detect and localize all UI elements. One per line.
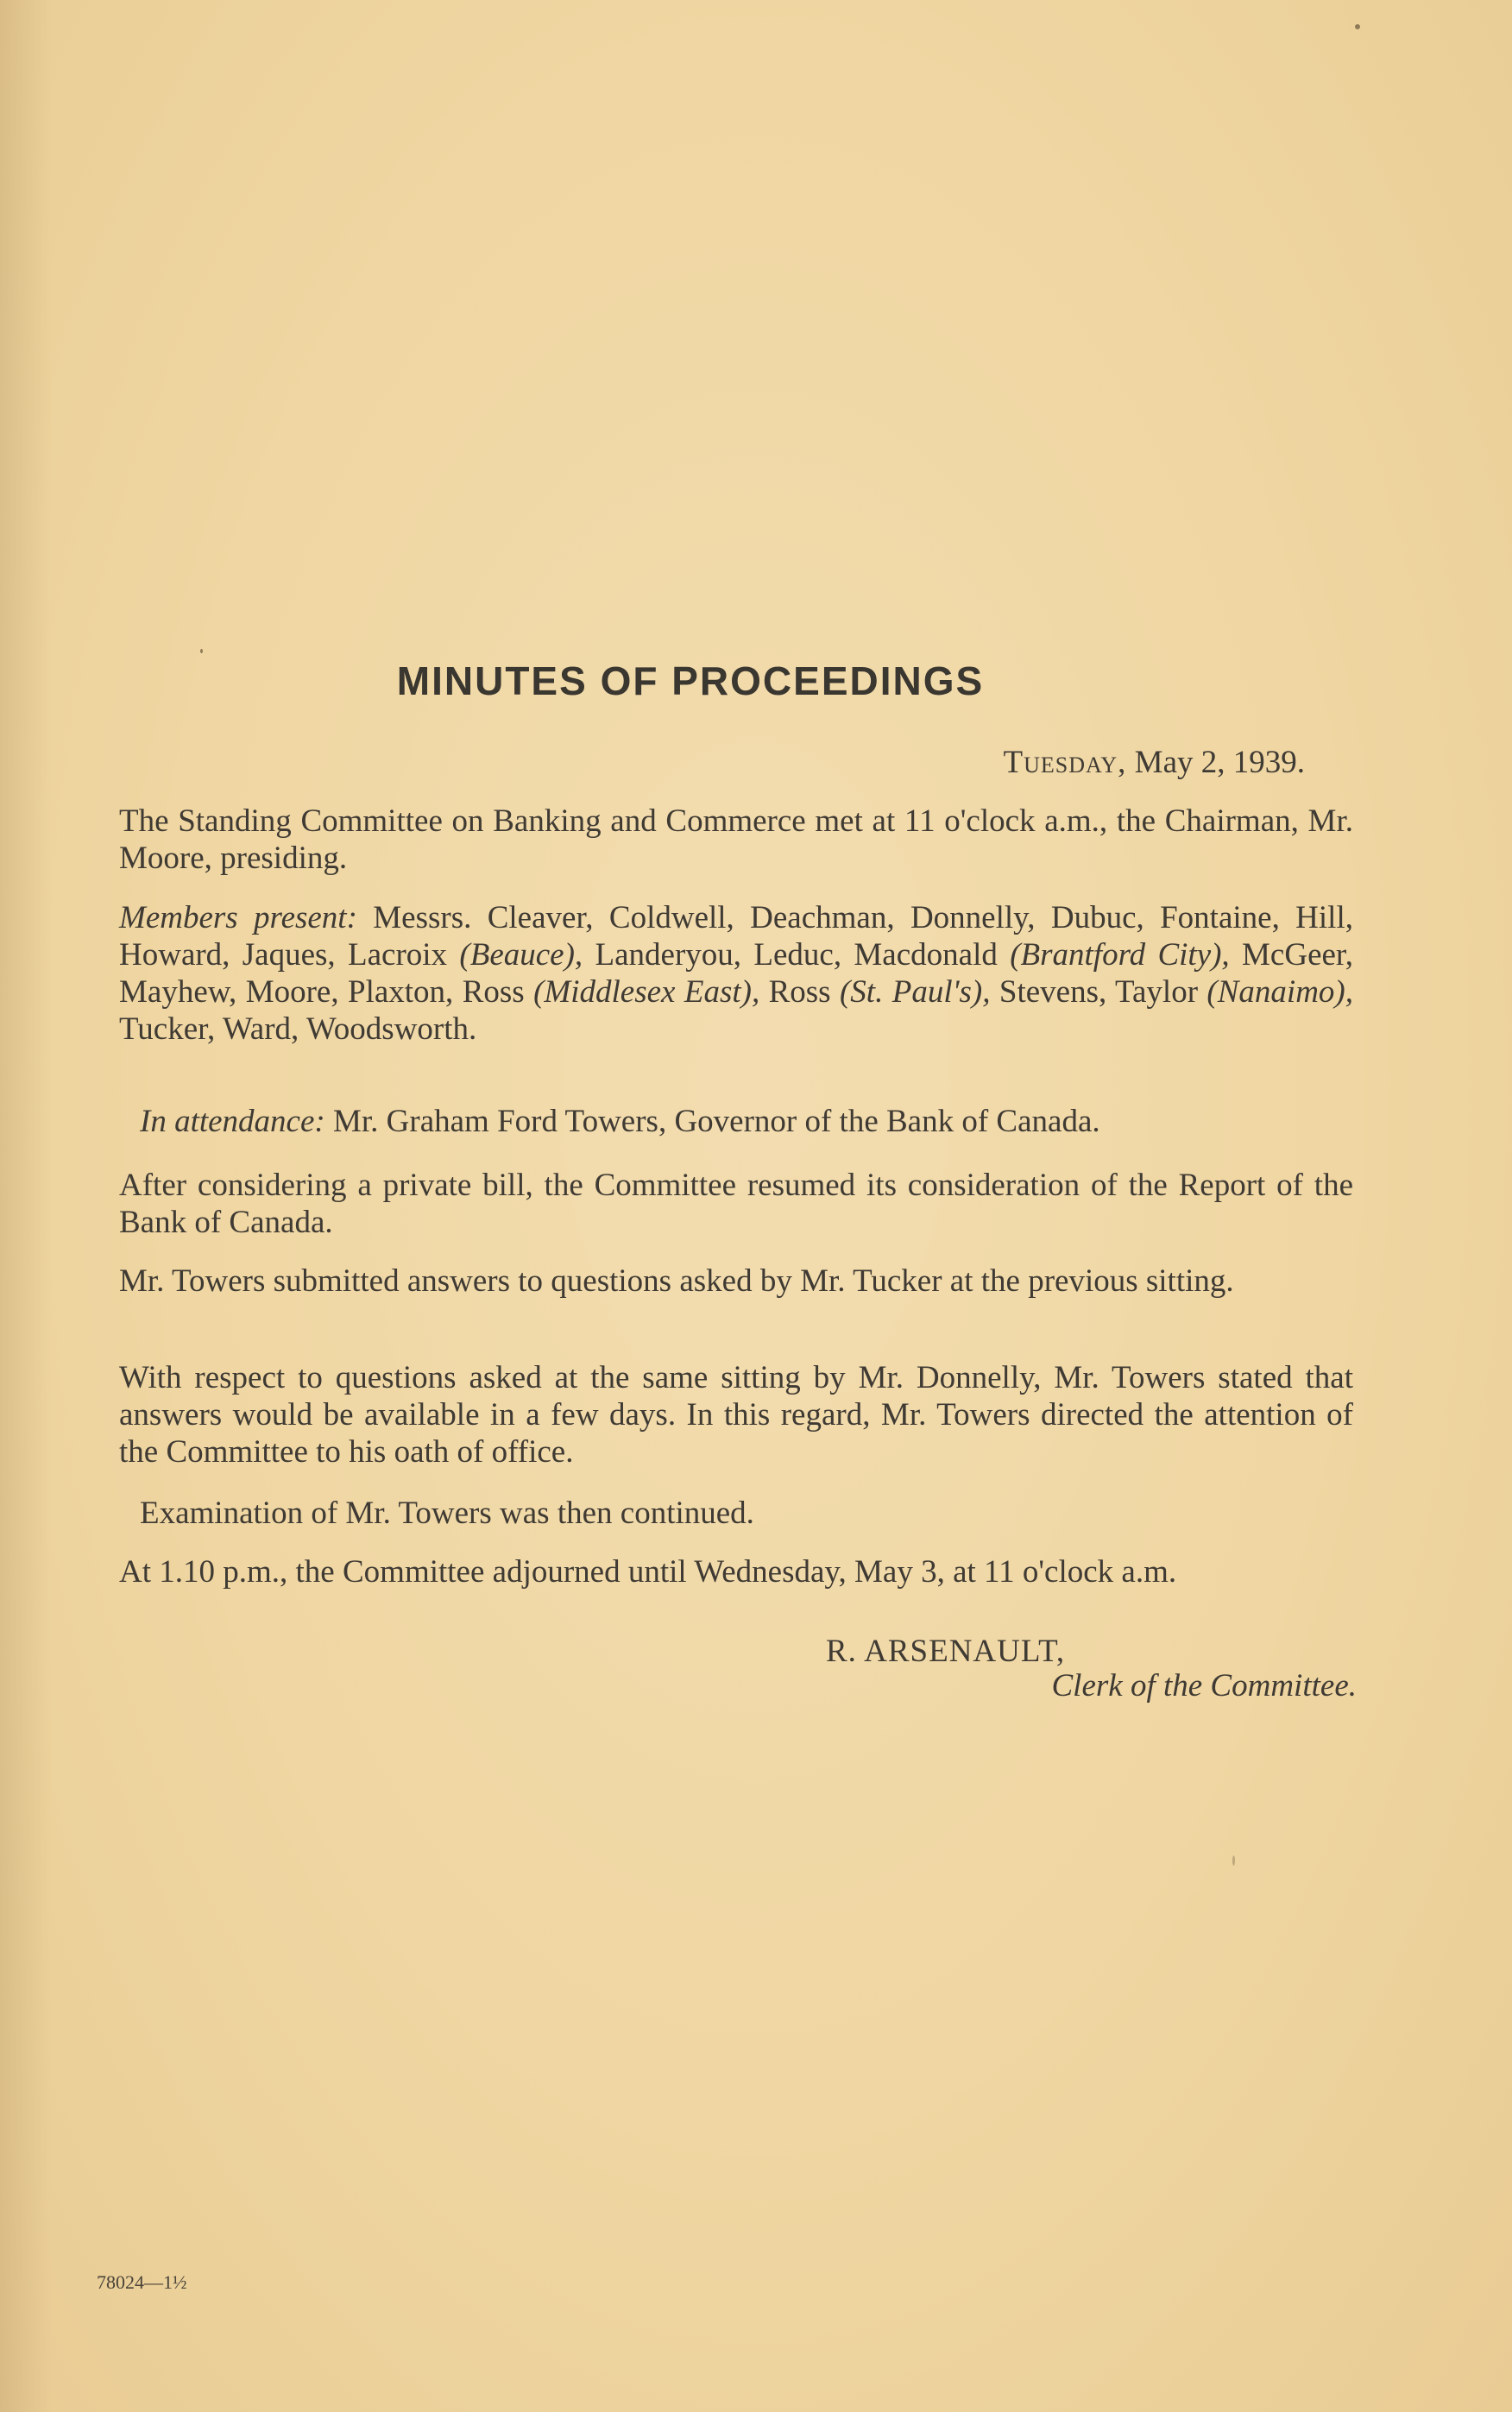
members-text: Landeryou, Leduc, Macdonald	[583, 937, 1011, 973]
paragraph-text: Mr. Towers submitted answers to questions asked by Mr. Tucker at the previous sitting.	[119, 1263, 1234, 1299]
signature-name: R. ARSENAULT,	[826, 1634, 1066, 1669]
paragraph-text: At 1.10 p.m., the Committee adjourned until Wednesday, May 3, at 11 o'clock a.m.	[119, 1554, 1177, 1590]
paper-speck	[1232, 1855, 1235, 1866]
members-text: Stevens, Taylor	[990, 974, 1207, 1010]
paragraph-private-bill	[119, 1167, 1353, 1241]
paper-speck	[1355, 24, 1360, 29]
signature-title: Clerk of the Committee.	[1051, 1668, 1357, 1704]
members-riding: (Middlesex East),	[533, 974, 760, 1010]
members-riding: (Nanaimo),	[1206, 974, 1353, 1010]
print-code: 78024—1½	[97, 2271, 187, 2293]
date-rest: May 2, 1939.	[1134, 745, 1305, 780]
paragraph-text: The Standing Committee on Banking and Commerce met at 11 o'clock a.m., the Chairman, Mr. Moore, presiding.	[119, 803, 1353, 876]
meeting-date	[1004, 744, 1306, 781]
members-label: Members present:	[119, 900, 357, 935]
paragraph-text: With respect to questions asked at the same sitting by Mr. Donnelly, Mr. Towers stated that answers would be available in a few days. In this regard, Mr. Towers directed the attention of the Committee to his oath of office.	[119, 1360, 1353, 1470]
paragraph-text: After considering a private bill, the Committee resumed its consideration of the Report of the Bank of Canada.	[119, 1168, 1353, 1240]
date-weekday: Tuesday,	[1003, 745, 1127, 780]
paragraph-members-present	[119, 899, 1353, 1048]
paragraph-examination	[140, 1495, 1374, 1532]
paragraph-answers-submitted	[119, 1263, 1353, 1300]
paragraph-text: Examination of Mr. Towers was then continued.	[140, 1496, 754, 1531]
paragraph-in-attendance	[140, 1103, 1374, 1140]
members-text: Ross	[759, 974, 840, 1010]
members-text: Messrs. Cleaver, Coldwell, Deachman, Donnelly, Dubuc, Fontaine, Hill, Howard, Jaques, Lacroix	[119, 900, 1353, 973]
attendance-text: Mr. Graham Ford Towers, Governor of the Bank of Canada.	[324, 1104, 1100, 1139]
members-riding: (St. Paul's),	[839, 974, 991, 1010]
paper-speck	[200, 649, 203, 653]
attendance-label: In attendance:	[140, 1104, 325, 1139]
paragraph-meeting-opening	[119, 803, 1353, 877]
members-riding: (Brantford City),	[1010, 937, 1230, 973]
paragraph-adjournment	[119, 1553, 1353, 1590]
page-title: MINUTES OF PROCEEDINGS	[396, 658, 985, 703]
members-text: McGeer, Mayhew, Moore, Plaxton, Ross	[119, 937, 1354, 1010]
members-text: Tucker, Ward, Woodsworth.	[119, 1011, 477, 1047]
paragraph-questions-donnelly	[119, 1359, 1353, 1471]
members-riding: (Beauce),	[459, 937, 583, 973]
